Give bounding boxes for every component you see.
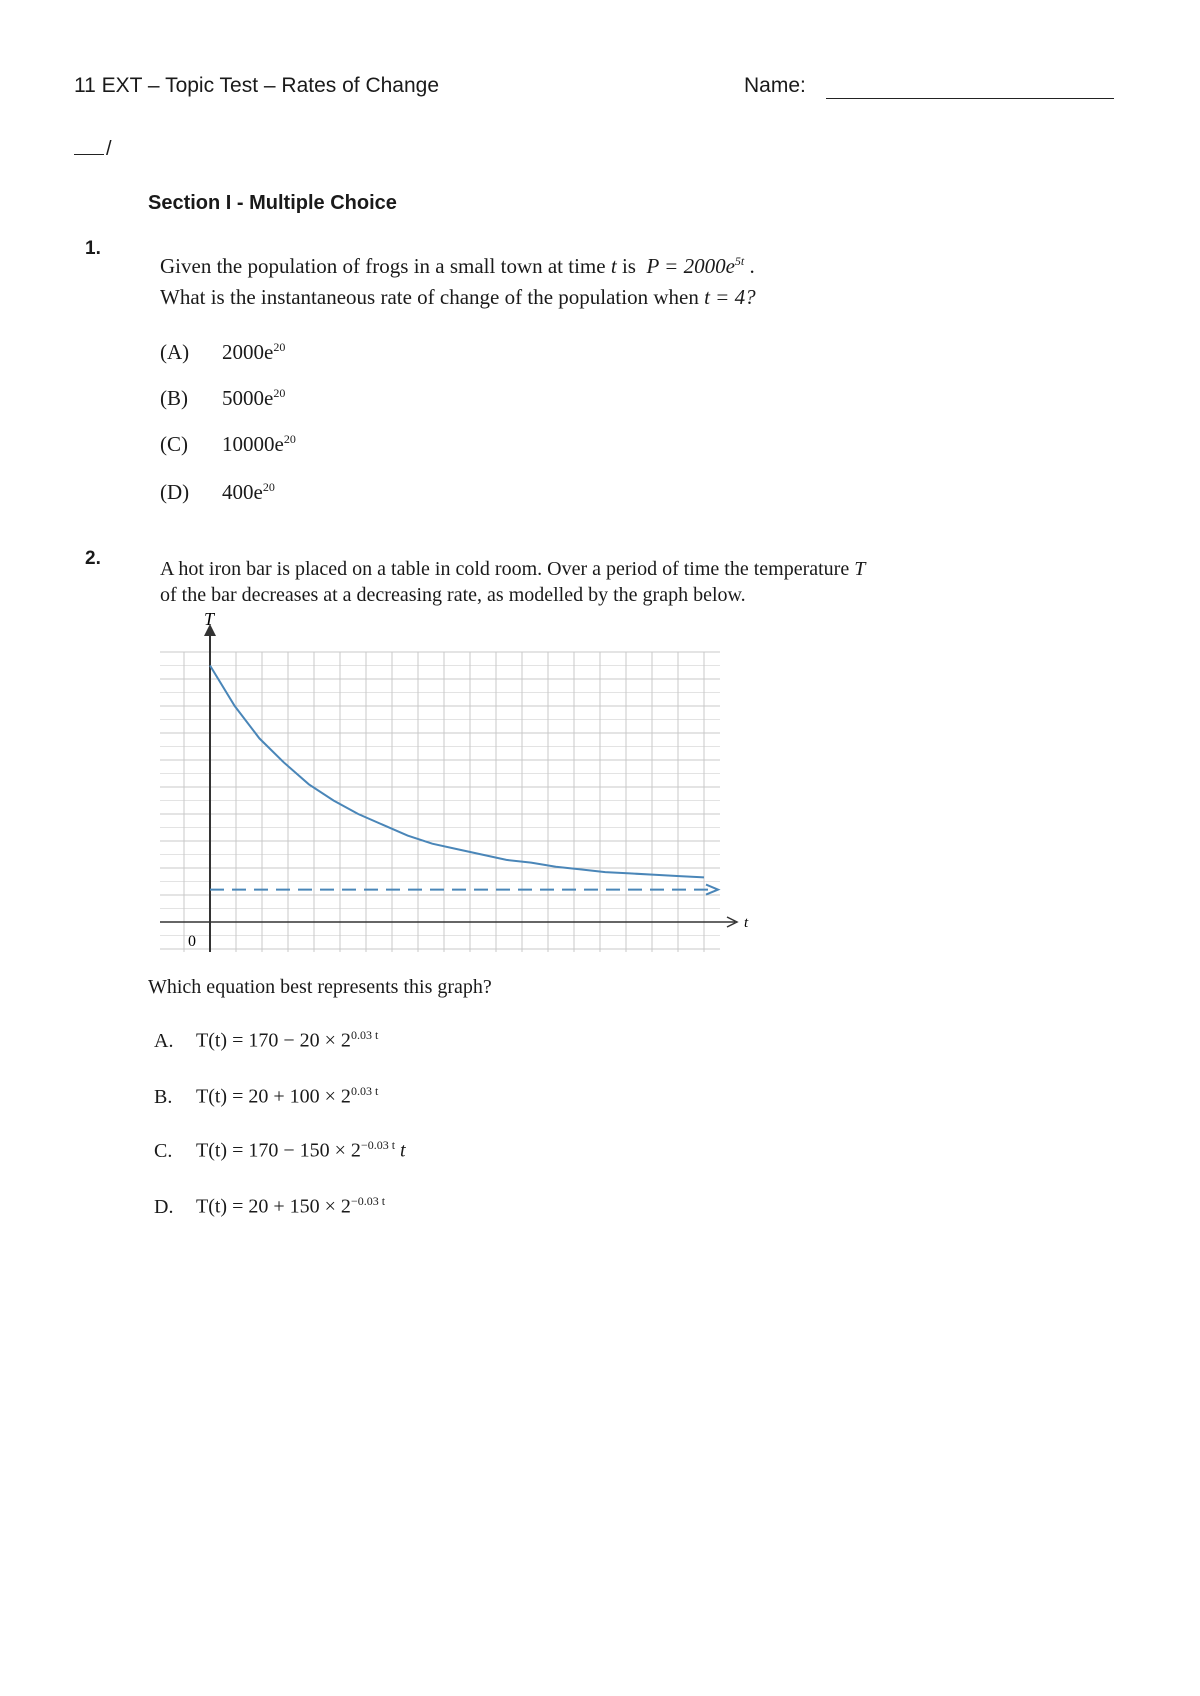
q2-option-1-rhs: 170 − 20 × 2 [248, 1029, 351, 1052]
q1-line1-end: . [749, 254, 755, 278]
q1-option-a[interactable] [160, 340, 285, 365]
q2-option-1-exp: 0.03 t [350, 1028, 379, 1042]
q2-option-2-rhs: 20 + 100 × 2 [248, 1085, 351, 1108]
score-field [74, 138, 112, 161]
question-2-line-2: of the bar decreases at a decreasing rate, as modelled by the graph below. [160, 584, 746, 606]
question-2-prompt: Which equation best represents this graph? [148, 976, 492, 998]
q1-option-c-exp: 20 [283, 432, 296, 446]
q1-option-c-label: (C) [160, 432, 188, 456]
q2-option-2[interactable] [154, 1084, 378, 1109]
q1-equation: P = 2000e [646, 254, 735, 278]
q2-option-3-tail: t [400, 1139, 406, 1162]
q2-option-3-label: C. [154, 1139, 173, 1162]
score-blank[interactable] [74, 154, 104, 155]
origin-label: 0 [188, 933, 196, 950]
q1-option-a-base: 2000e [222, 340, 274, 364]
q1-option-b-exp: 20 [273, 386, 286, 400]
q2-option-1-lhs: T(t) = [196, 1029, 249, 1052]
q1-is: is [621, 254, 636, 278]
question-2-text [160, 556, 980, 608]
q2-option-4-label: D. [154, 1195, 174, 1218]
q2-option-4-exp: −0.03 t [350, 1194, 386, 1208]
q2-option-3-lhs: T(t) = [196, 1139, 249, 1162]
question-1-line-1 [160, 246, 920, 282]
q2-var-T: T [854, 558, 866, 580]
q2-line1-pre: A hot iron bar is placed on a table in cold room. Over a period of time the temperature [160, 558, 850, 580]
x-axis-label: t [744, 915, 749, 931]
test-title: 11 EXT – Topic Test – Rates of Change [74, 74, 440, 97]
q1-option-a-exp: 20 [273, 340, 286, 354]
q2-option-3[interactable] [154, 1138, 406, 1163]
question-1-line-2 [160, 282, 920, 313]
q2-option-1[interactable] [154, 1028, 378, 1053]
q2-option-4-lhs: T(t) = [196, 1195, 249, 1218]
q2-option-3-exp: −0.03 t [360, 1138, 396, 1152]
q1-option-a-label: (A) [160, 340, 190, 364]
q1-option-b-label: (B) [160, 386, 188, 410]
q1-equation-exponent: 5t [734, 254, 745, 268]
q2-option-1-label: A. [154, 1029, 174, 1052]
q2-option-2-label: B. [154, 1085, 173, 1108]
q1-line2-pre: What is the instantaneous rate of change of the population when [160, 285, 699, 309]
q2-option-3-rhs: 170 − 150 × 2 [248, 1139, 361, 1162]
question-2-line-1 [160, 556, 980, 582]
q2-option-2-lhs: T(t) = [196, 1085, 249, 1108]
q1-option-b-base: 5000e [222, 386, 274, 410]
q1-option-d-exp: 20 [262, 480, 275, 494]
question-2-number: 2. [85, 548, 101, 569]
question-1-text [160, 246, 920, 313]
q2-option-2-exp: 0.03 t [350, 1084, 379, 1098]
name-field-line[interactable] [826, 98, 1114, 99]
q1-var-t: t [610, 254, 617, 278]
q2-option-4[interactable] [154, 1194, 385, 1219]
q1-option-c-base: 10000e [222, 432, 284, 456]
graph-grid [160, 652, 720, 952]
q1-line1-pre: Given the population of frogs in a small town at time [160, 254, 606, 278]
temperature-curve [210, 666, 704, 878]
name-label: Name: [744, 74, 806, 97]
score-suffix: / [106, 138, 112, 160]
section-heading: Section I - Multiple Choice [148, 192, 397, 214]
q1-condition: t = 4? [704, 285, 756, 309]
temperature-graph [150, 612, 750, 962]
q1-option-d-label: (D) [160, 480, 190, 504]
q1-option-d-base: 400e [222, 480, 263, 504]
q1-option-b[interactable] [160, 386, 285, 411]
question-1-number: 1. [85, 238, 101, 259]
q1-option-c[interactable] [160, 432, 296, 457]
y-axis-label: T [204, 612, 215, 629]
q2-option-4-rhs: 20 + 150 × 2 [248, 1195, 351, 1218]
q1-option-d[interactable] [160, 480, 275, 505]
